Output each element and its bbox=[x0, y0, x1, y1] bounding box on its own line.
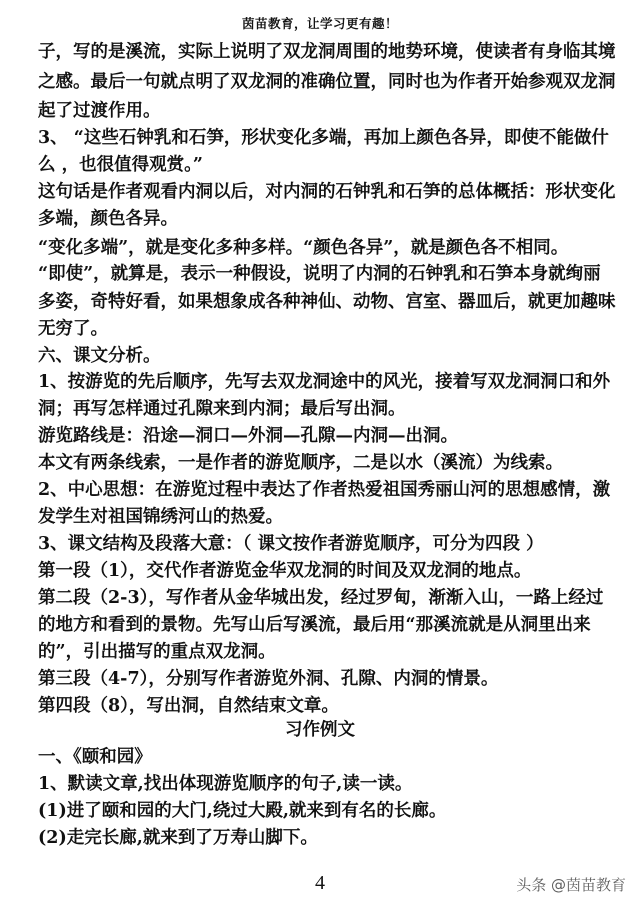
text-line: 的”，引出描写的重点双龙洞。 bbox=[38, 642, 276, 662]
text-line: (1)进了颐和园的大门,绕过大殿,就来到有名的长廊。 bbox=[38, 801, 447, 821]
text-line: 2、中心思想：在游览过程中表达了作者热爱祖国秀丽山河的思想感情，激 bbox=[38, 480, 611, 500]
text-line: 之感。最后一句就点明了双龙洞的准确位置，同时也为作者开始参观双龙洞 bbox=[38, 72, 616, 92]
text-line: 第四段（8），写出洞，自然结束文章。 bbox=[38, 696, 339, 716]
text-line: 这句话是作者观看内洞以后，对内洞的石钟乳和石笋的总体概括：形状变化 bbox=[38, 182, 616, 202]
section-heading: 六、课文分析。 bbox=[38, 346, 161, 366]
section-title: 习作例文 bbox=[285, 720, 355, 740]
text-line: “即使”，就算是，表示一种假设，说明了内洞的石钟乳和石笋本身就绚丽 bbox=[38, 264, 601, 284]
text-line: 起了过渡作用。 bbox=[38, 101, 161, 121]
text-line: 1、按游览的先后顺序，先写去双龙洞途中的风光，接着写双龙洞洞口和外 bbox=[38, 372, 611, 392]
text-line: 本文有两条线索，一是作者的游览顺序，二是以水（溪流）为线索。 bbox=[38, 453, 563, 473]
text-line: 子，写的是溪流，实际上说明了双龙洞周围的地势环境，使读者有身临其境 bbox=[38, 42, 616, 62]
example-heading: 一、《颐和园》 bbox=[38, 747, 152, 767]
text-line: 的地方和看到的景物。先写山后写溪流，最后用“那溪流就是从洞里出来 bbox=[38, 615, 591, 635]
text-line: 发学生对祖国锦绣河山的热爱。 bbox=[38, 507, 283, 527]
text-line: 多端，颜色各异。 bbox=[38, 209, 178, 229]
text-line: 洞；再写怎样通过孔隙来到内洞；最后写出洞。 bbox=[38, 399, 406, 419]
text-line: (2)走完长廊,就来到了万寿山脚下。 bbox=[38, 828, 318, 848]
text-line: 第一段（1），交代作者游览金华双龙洞的时间及双龙洞的地点。 bbox=[38, 561, 532, 581]
page-header: 茵苗教育，让学习更有趣！ bbox=[241, 16, 398, 31]
text-line: 第三段（4-7），分别写作者游览外洞、孔隙、内洞的情景。 bbox=[38, 669, 499, 689]
text-line: 3、 “这些石钟乳和石笋，形状变化多端，再加上颜色各异，即使不能做什 bbox=[38, 128, 609, 148]
text-line: 1、默读文章,找出体现游览顺序的句子,读一读。 bbox=[38, 774, 413, 794]
watermark: 头条 @茵苗教育 bbox=[516, 876, 626, 894]
text-line: 么 ，也很值得观赏。” bbox=[38, 155, 203, 175]
page-number: 4 bbox=[315, 872, 325, 894]
text-line: 多姿，奇特好看，如果想象成各种神仙、动物、宫室、器皿后，就更加趣味 bbox=[38, 292, 616, 312]
text-line: “变化多端”，就是变化多种多样。“颜色各异”，就是颜色各不相同。 bbox=[38, 238, 569, 258]
text-line: 3、课文结构及段落大意：（ 课文按作者游览顺序，可分为四段 ） bbox=[38, 534, 544, 554]
text-line: 游览路线是：沿途—洞口—外洞—孔隙—内洞—出洞。 bbox=[38, 426, 458, 446]
text-line: 第二段（2-3），写作者从金华城出发，经过罗甸，渐渐入山，一路上经过 bbox=[38, 588, 604, 608]
text-line: 无穷了。 bbox=[38, 319, 108, 339]
